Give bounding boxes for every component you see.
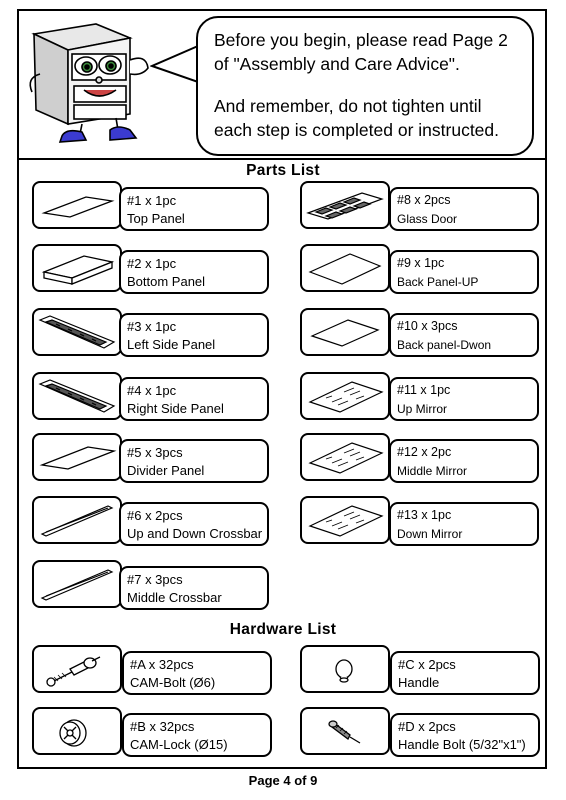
hardware-d-icon-box: [300, 707, 390, 755]
bubble-instruction-tighten: And remember, do not tighten until each step is completed or instructed.: [214, 96, 500, 140]
hardware-a-icon-box: [32, 645, 122, 693]
part-10-icon-box: [300, 308, 390, 356]
hardware-b-label: #B x 32pcs CAM-Lock (Ø15): [122, 713, 272, 757]
part-8-icon-box: [300, 181, 390, 229]
part-2-icon-box: [32, 244, 122, 292]
back-panel-icon: [302, 246, 388, 290]
ladder-panel-icon: [34, 374, 120, 418]
speech-bubble-tail: [150, 42, 202, 86]
part-2-label: #2 x 1pc Bottom Panel: [119, 250, 269, 294]
part-3-label: #3 x 1pc Left Side Panel: [119, 313, 269, 357]
crossbar-icon: [34, 562, 120, 606]
glass-door-icon: [302, 183, 388, 227]
part-3-icon-box: [32, 308, 122, 356]
mirror-icon: [302, 374, 388, 418]
part-13-label: #13 x 1pc Down Mirror: [389, 502, 539, 546]
part-10-label: #10 x 3pcs Back panel-Dwon: [389, 313, 539, 357]
part-13-icon-box: [300, 496, 390, 544]
cam-bolt-icon: [34, 647, 120, 691]
part-11-icon-box: [300, 372, 390, 420]
part-11-label: #11 x 1pc Up Mirror: [389, 377, 539, 421]
part-1-icon-box: [32, 181, 122, 229]
part-7-icon-box: [32, 560, 122, 608]
page-number: Page 4 of 9: [248, 773, 318, 788]
part-5-icon-box: [32, 433, 122, 481]
hardware-b-icon-box: [32, 707, 122, 755]
part-1-label: #1 x 1pc Top Panel: [119, 187, 269, 231]
part-8-label: #8 x 2pcs Glass Door: [389, 187, 539, 231]
part-6-label: #6 x 2pcs Up and Down Crossbar: [119, 502, 269, 546]
part-7-label: #7 x 3pcs Middle Crossbar: [119, 566, 269, 610]
hardware-d-label: #D x 2pcs Handle Bolt (5/32"x1"): [390, 713, 540, 757]
back-panel-icon: [302, 310, 388, 354]
part-4-label: #4 x 1pc Right Side Panel: [119, 377, 269, 421]
flat-panel-icon: [34, 435, 120, 479]
hardware-c-icon-box: [300, 645, 390, 693]
header-divider: [17, 158, 547, 160]
thick-panel-icon: [34, 246, 120, 290]
bubble-instruction-read: Before you begin, please read Page 2 of "Assembly and Care Advice".: [214, 30, 508, 74]
hardware-a-label: #A x 32pcs CAM-Bolt (Ø6): [122, 651, 272, 695]
mirror-icon: [302, 435, 388, 479]
part-12-icon-box: [300, 433, 390, 481]
mirror-icon: [302, 498, 388, 542]
parts-list-title: Parts List: [246, 162, 320, 179]
knob-handle-icon: [302, 647, 388, 691]
crossbar-icon: [34, 498, 120, 542]
part-4-icon-box: [32, 372, 122, 420]
screw-icon: [302, 709, 388, 753]
part-9-icon-box: [300, 244, 390, 292]
ladder-panel-icon: [34, 310, 120, 354]
part-9-label: #9 x 1pc Back Panel-UP: [389, 250, 539, 294]
flat-panel-icon: [34, 183, 120, 227]
part-5-label: #5 x 3pcs Divider Panel: [119, 439, 269, 483]
part-6-icon-box: [32, 496, 122, 544]
hardware-c-label: #C x 2pcs Handle: [390, 651, 540, 695]
part-12-label: #12 x 2pc Middle Mirror: [389, 439, 539, 483]
hardware-list-title: Hardware List: [229, 621, 337, 638]
cam-lock-icon: [34, 709, 120, 753]
nightstand-mascot-icon: [26, 14, 156, 148]
